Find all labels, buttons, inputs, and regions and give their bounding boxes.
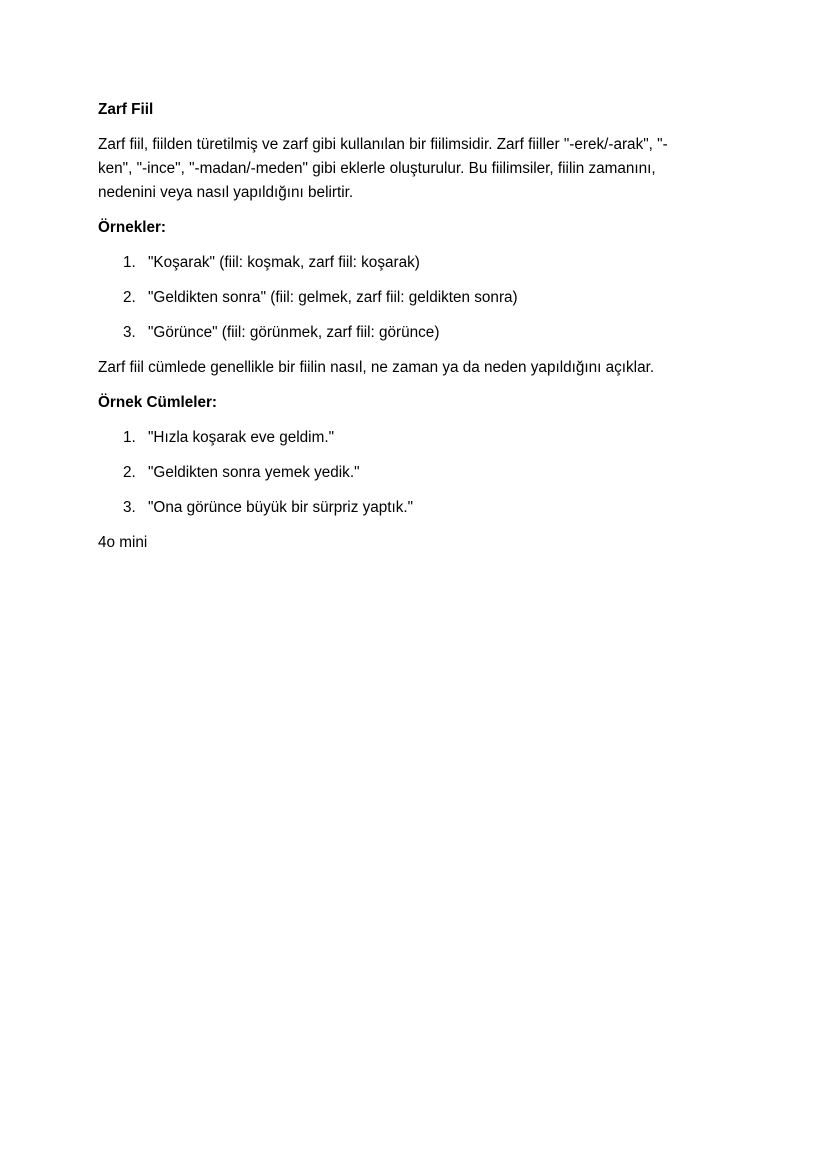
summary-paragraph: Zarf fiil cümlede genellikle bir fiilin nasıl, ne zaman ya da neden yapıldığını açıklar. xyxy=(98,359,655,376)
list-item-text: "Koşarak" (fiil: koşmak, zarf fiil: koşarak) xyxy=(148,254,420,271)
list-item xyxy=(98,286,728,310)
footer-note: 4o mini xyxy=(98,534,148,551)
list-item-text: "Görünce" (fiil: görünmek, zarf fiil: görünce) xyxy=(148,324,440,341)
list-item-number: 3. xyxy=(123,324,136,341)
list-item xyxy=(98,461,728,485)
list-item-text: "Geldikten sonra yemek yedik." xyxy=(148,464,360,481)
examples-heading: Örnekler: xyxy=(98,219,167,236)
sentences-heading: Örnek Cümleler: xyxy=(98,394,218,411)
list-item xyxy=(98,321,728,345)
list-item xyxy=(98,496,728,520)
list-item-number: 2. xyxy=(123,464,136,481)
intro-line: Zarf fiil, fiilden türetilmiş ve zarf gibi kullanılan bir fiilimsidir. Zarf fiiller "-erek/-arak", "- xyxy=(98,136,668,153)
intro-paragraph xyxy=(98,133,728,205)
sentences-list xyxy=(98,426,728,520)
examples-list xyxy=(98,251,728,345)
document-body xyxy=(98,98,728,555)
list-item-text: "Geldikten sonra" (fiil: gelmek, zarf fiil: geldikten sonra) xyxy=(148,289,518,306)
list-item-number: 1. xyxy=(123,429,136,446)
intro-line: nedenini veya nasıl yapıldığını belirtir. xyxy=(98,184,354,201)
list-item-text: "Hızla koşarak eve geldim." xyxy=(148,429,334,446)
list-item-number: 3. xyxy=(123,499,136,516)
list-item xyxy=(98,251,728,275)
list-item-number: 2. xyxy=(123,289,136,306)
intro-line: ken", "-ince", "-madan/-meden" gibi eklerle oluşturulur. Bu fiilimsiler, fiilin zamanını, xyxy=(98,160,656,177)
list-item-number: 1. xyxy=(123,254,136,271)
list-item-text: "Ona görünce büyük bir sürpriz yaptık." xyxy=(148,499,414,516)
list-item xyxy=(98,426,728,450)
document-title: Zarf Fiil xyxy=(98,101,154,118)
